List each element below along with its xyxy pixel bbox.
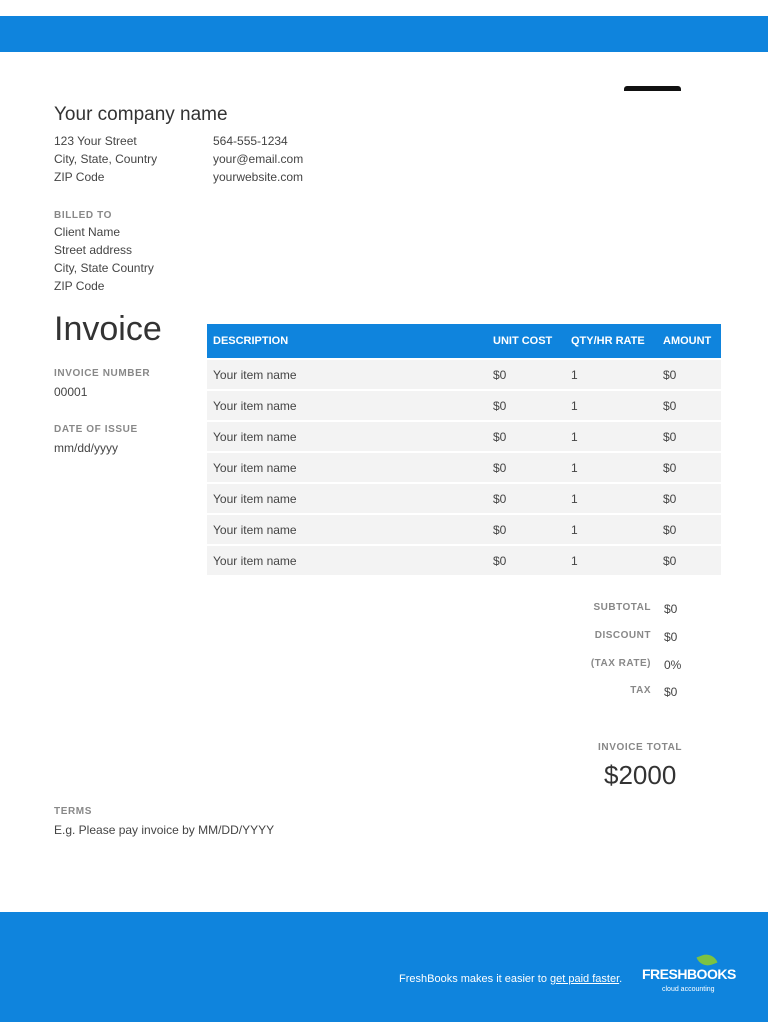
table-row <box>207 391 721 420</box>
client-city: City, State Country <box>54 261 154 275</box>
company-contact <box>213 132 303 186</box>
company-phone: 564-555-1234 <box>213 134 288 148</box>
invoice-number-label: INVOICE NUMBER <box>54 368 151 379</box>
table-row <box>207 453 721 482</box>
item-qty: 1 <box>565 484 657 513</box>
table-row <box>207 546 721 575</box>
company-city: City, State, Country <box>54 152 158 166</box>
invoice-total-label: INVOICE TOTAL <box>598 742 683 753</box>
item-description: Your item name <box>207 360 487 389</box>
item-amount: $0 <box>657 546 721 575</box>
item-amount: $0 <box>657 391 721 420</box>
item-description: Your item name <box>207 484 487 513</box>
item-unit-cost: $0 <box>487 484 565 513</box>
tax-value: $0 <box>664 685 678 699</box>
item-unit-cost: $0 <box>487 546 565 575</box>
get-paid-faster-link[interactable]: get paid faster <box>550 973 620 985</box>
col-amount: AMOUNT <box>657 324 721 358</box>
date-of-issue-label: DATE OF ISSUE <box>54 424 138 435</box>
table-row <box>207 484 721 513</box>
item-unit-cost: $0 <box>487 453 565 482</box>
billed-to-block <box>54 223 154 295</box>
col-description: DESCRIPTION <box>207 324 487 358</box>
item-description: Your item name <box>207 453 487 482</box>
item-description: Your item name <box>207 515 487 544</box>
item-qty: 1 <box>565 453 657 482</box>
subtotal-label: SUBTOTAL <box>593 602 651 613</box>
company-zip: ZIP Code <box>54 170 105 184</box>
billed-to-label: BILLED TO <box>54 210 112 221</box>
item-amount: $0 <box>657 484 721 513</box>
invoice-number: 00001 <box>54 385 88 399</box>
invoice-total-value: $2000 <box>604 760 677 790</box>
tax-label: TAX <box>630 685 651 696</box>
item-unit-cost: $0 <box>487 422 565 451</box>
col-unit-cost: UNIT COST <box>487 324 565 358</box>
company-name: Your company name <box>54 104 228 125</box>
item-unit-cost: $0 <box>487 515 565 544</box>
footer-text: FreshBooks makes it easier to <box>399 973 547 985</box>
date-of-issue: mm/dd/yyyy <box>54 441 119 455</box>
header-band <box>0 16 768 52</box>
item-description: Your item name <box>207 546 487 575</box>
item-amount: $0 <box>657 360 721 389</box>
item-qty: 1 <box>565 546 657 575</box>
discount-label: DISCOUNT <box>594 630 651 641</box>
item-amount: $0 <box>657 422 721 451</box>
company-email: your@email.com <box>213 152 304 166</box>
freshbooks-logo: FRESHBOOKS <box>642 966 736 982</box>
freshbooks-logo-subtitle: cloud accounting <box>662 986 715 993</box>
terms-label: TERMS <box>54 806 92 817</box>
logo-placeholder <box>624 86 681 91</box>
tax-rate-label: (TAX RATE) <box>590 658 651 669</box>
invoice-title: Invoice <box>54 310 162 348</box>
subtotal-value: $0 <box>664 602 678 616</box>
item-unit-cost: $0 <box>487 391 565 420</box>
company-website: yourwebsite.com <box>213 170 304 184</box>
discount-value: $0 <box>664 630 678 644</box>
client-name: Client Name <box>54 225 121 239</box>
client-zip: ZIP Code <box>54 279 105 293</box>
client-street: Street address <box>54 243 133 257</box>
col-qty: QTY/HR RATE <box>565 324 657 358</box>
item-unit-cost: $0 <box>487 360 565 389</box>
table-row <box>207 422 721 451</box>
table-row <box>207 360 721 389</box>
tax-rate-value: 0% <box>664 658 682 672</box>
item-qty: 1 <box>565 422 657 451</box>
footer-tagline: FreshBooks makes it easier to get paid faster. <box>399 973 623 985</box>
item-amount: $0 <box>657 453 721 482</box>
item-qty: 1 <box>565 391 657 420</box>
company-street: 123 Your Street <box>54 134 137 148</box>
table-row <box>207 515 721 544</box>
company-address <box>54 132 157 186</box>
item-qty: 1 <box>565 360 657 389</box>
item-qty: 1 <box>565 515 657 544</box>
line-items-table <box>207 322 721 577</box>
terms-text: E.g. Please pay invoice by MM/DD/YYYY <box>54 823 275 837</box>
item-description: Your item name <box>207 422 487 451</box>
item-description: Your item name <box>207 391 487 420</box>
item-amount: $0 <box>657 515 721 544</box>
table-header-row <box>207 324 721 358</box>
